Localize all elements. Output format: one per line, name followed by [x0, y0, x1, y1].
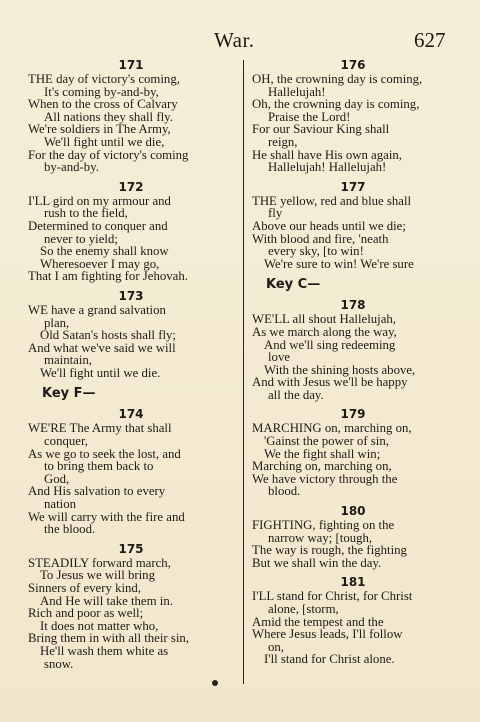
verse-line: narrow way; [tough,: [268, 530, 373, 545]
verse-line: Above our heads until we die;: [252, 218, 406, 233]
verse-line: plan,: [44, 315, 70, 330]
verse-line: to bring them back to: [44, 459, 154, 474]
verse-line: WE'RE The Army that shall: [28, 421, 172, 436]
verse-line: And with Jesus we'll be happy: [252, 375, 408, 390]
verse-line: As we march along the way,: [252, 324, 397, 339]
verse-line: Praise the Lord!: [268, 109, 351, 124]
hymn-number: 175: [118, 541, 144, 556]
verse-line: THE day of victory's coming,: [28, 72, 180, 86]
footer-dot: [212, 680, 218, 686]
hymn-180: [252, 504, 454, 569]
verse-line: Sinners of every kind,: [28, 581, 142, 595]
verse-line: Rich and poor as well;: [28, 606, 144, 621]
verse-line: We're soldiers in The Army,: [28, 122, 171, 137]
verse-line: I'LL stand for Christ, for Christ: [252, 589, 413, 604]
verse-line: Amid the tempest and the: [252, 614, 384, 629]
verse-line: For the day of victory's coming: [28, 147, 189, 162]
verse-line: God,: [44, 471, 70, 486]
verse-line: To Jesus we will bring: [40, 568, 155, 583]
verse-line: But we shall win the day.: [252, 555, 382, 570]
verse-line: With the shining hosts above,: [264, 362, 416, 377]
hymn-number: 172: [118, 179, 144, 194]
hymn-173: [28, 289, 234, 380]
verse-line: And what we've said we will: [28, 340, 176, 355]
verse-line: We the fight shall win;: [264, 446, 381, 461]
verse-line: Determined to conquer and: [28, 218, 168, 233]
verse-line: It's coming by-and-by,: [44, 84, 159, 99]
verse-line: love: [268, 350, 291, 365]
verse-line: And we'll sing redeeming: [264, 337, 396, 352]
hymn-171: [28, 58, 234, 174]
verse-line: We'll fight until we die.: [40, 365, 161, 380]
verse-line: rush to the field,: [44, 206, 128, 221]
hymn-number: 177: [340, 179, 366, 194]
hymn-174: [28, 407, 234, 535]
verse-line: by-and-by.: [44, 160, 99, 175]
hymn-172: [28, 180, 234, 283]
hymn-177: [252, 180, 454, 271]
verse-line: 'Gainst the power of sin,: [264, 434, 389, 449]
verse-line: That I am fighting for Jehovah.: [28, 269, 188, 284]
hymn-number: 179: [340, 407, 366, 422]
hymn-178: [252, 298, 454, 401]
verse-line: I'LL gird on my armour and: [28, 193, 171, 208]
verse-line: WE have a grand salvation: [28, 302, 166, 317]
verse-line: He'll wash them white as: [40, 643, 169, 658]
column-divider: [243, 60, 244, 684]
hymn-number: 174: [118, 407, 144, 422]
right-column: [252, 58, 454, 672]
verse-line: Old Satan's hosts shall fly;: [40, 328, 176, 343]
verse-line: reign,: [268, 134, 298, 149]
verse-line: And His salvation to every: [28, 484, 166, 499]
hymn-number: 171: [118, 58, 144, 72]
hymn-number: 180: [340, 504, 366, 519]
verse-line: snow.: [44, 656, 74, 671]
verse-line: When to the cross of Calvary: [28, 97, 178, 112]
verse-line: All nations they shall fly.: [44, 109, 173, 124]
verse-line: conquer,: [44, 434, 88, 449]
verse-line: He shall have His own again,: [252, 147, 402, 162]
hymn-179: [252, 407, 454, 498]
hymn-181: [252, 575, 454, 666]
hymn-number: 178: [340, 298, 366, 313]
verse-line: We're sure to win! We're sure: [264, 256, 414, 271]
page-header: [0, 28, 480, 52]
verse-line: Hallelujah!: [268, 84, 326, 99]
verse-line: THE yellow, red and blue shall: [252, 193, 412, 208]
verse-line: As we go to seek the lost, and: [28, 446, 181, 461]
verse-line: OH, the crowning day is coming,: [252, 72, 423, 86]
verse-line: Wheresoever I may go,: [40, 256, 160, 271]
verse-line: We will carry with the fire and: [28, 509, 185, 524]
verse-line: on,: [268, 639, 284, 654]
verse-line: Oh, the crowning day is coming,: [252, 97, 420, 112]
verse-line: Where Jesus leads, I'll follow: [252, 627, 403, 642]
verse-line: Bring them in with all their sin,: [28, 631, 190, 646]
verse-line: nation: [44, 497, 76, 512]
verse-line: Hallelujah! Hallelujah!: [268, 160, 387, 175]
verse-line: I'll stand for Christ alone.: [264, 652, 395, 667]
hymn-number: 181: [340, 575, 366, 590]
verse-line: With blood and fire, 'neath: [252, 231, 389, 246]
key-signature: Key C—: [266, 277, 321, 293]
verse-line: maintain,: [44, 353, 92, 368]
verse-line: WE'LL all shout Hallelujah,: [252, 312, 396, 327]
verse-line: So the enemy shall know: [40, 244, 169, 259]
section-title: War.: [214, 28, 255, 52]
verse-line: fly: [268, 206, 283, 221]
verse-line: never to yield;: [44, 231, 118, 246]
verse-line: FIGHTING, fighting on the: [252, 518, 395, 533]
verse-line: It does not matter who,: [40, 618, 159, 633]
verse-line: blood.: [268, 484, 301, 499]
verse-line: The way is rough, the fighting: [252, 543, 407, 558]
hymn-number: 173: [118, 288, 144, 303]
hymn-number: 176: [340, 58, 366, 72]
verse-line: MARCHING on, marching on,: [252, 421, 412, 436]
verse-line: alone, [storm,: [268, 602, 339, 616]
verse-line: the blood.: [44, 522, 96, 537]
page-number: 627: [414, 28, 446, 52]
hymn-176: [252, 58, 454, 174]
verse-line: all the day.: [268, 387, 324, 402]
verse-line: And He will take them in.: [40, 593, 173, 608]
verse-line: Marching on, marching on,: [252, 459, 392, 474]
verse-line: every sky, [to win!: [268, 244, 364, 259]
verse-line: We'll fight until we die,: [44, 134, 165, 149]
verse-line: STEADILY forward march,: [28, 555, 171, 570]
key-signature: Key F—: [42, 386, 96, 402]
verse-line: We have victory through the: [252, 471, 398, 486]
left-column: [28, 58, 234, 676]
verse-line: For our Saviour King shall: [252, 122, 390, 137]
hymn-175: [28, 542, 234, 670]
